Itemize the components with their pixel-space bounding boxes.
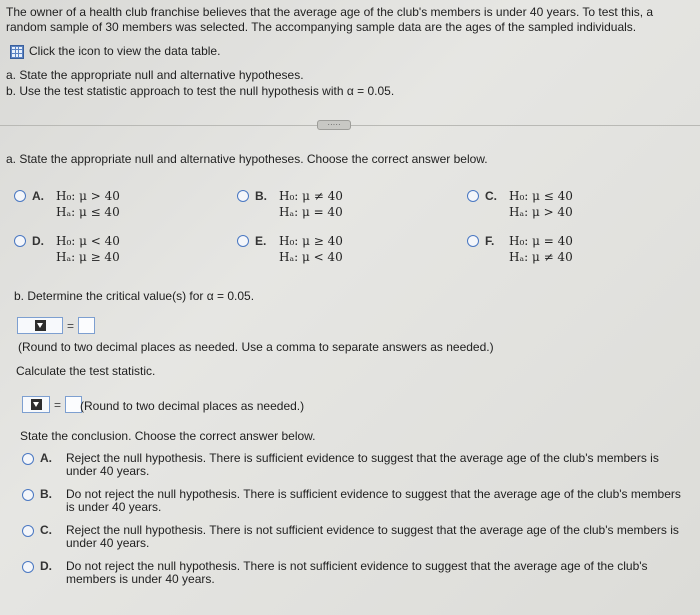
round-instruction-2: (Round to two decimal places as needed.) — [80, 399, 305, 413]
test-statistic-answer-row — [22, 396, 82, 413]
option-d[interactable] — [14, 234, 120, 265]
option-f-letter: F. — [485, 234, 495, 248]
conclusion-c-letter: C. — [40, 523, 52, 537]
conclusion-question: State the conclusion. Choose the correct answer below. — [20, 429, 316, 443]
option-b-alt: Hₐ: μ = 40 — [279, 205, 343, 219]
conclusion-a-text: Reject the null hypothesis. There is sufficient evidence to suggest that the average age of the club's members is under 40 years. — [66, 451, 659, 478]
option-e-alt: Hₐ: μ < 40 — [279, 250, 343, 264]
option-f-null: H₀: μ = 40 — [509, 234, 573, 248]
option-a-letter: A. — [32, 189, 44, 203]
data-table-link[interactable] — [10, 44, 220, 59]
conclusion-c-text: Reject the null hypothesis. There is not sufficient evidence to suggest that the average age of the club's members is under 40 years. — [66, 523, 679, 550]
step-b-text: b. Use the test statistic approach to test the null hypothesis with α = 0.05. — [6, 84, 395, 98]
chevron-down-icon — [31, 399, 42, 410]
problem-line-1: The owner of a health club franchise believes that the average age of the club's members is under 40 years. To test this, a — [6, 5, 654, 19]
conclusion-option-b[interactable] — [22, 488, 682, 514]
conclusion-b-letter: B. — [40, 487, 52, 501]
option-e[interactable] — [237, 234, 343, 265]
step-a-text: a. State the appropriate null and alternative hypotheses. — [6, 68, 304, 82]
option-c-null: H₀: μ ≤ 40 — [509, 189, 573, 203]
conclusion-option-a[interactable] — [22, 452, 682, 478]
conclusion-b-text: Do not reject the null hypothesis. There is sufficient evidence to suggest that the average age of the club's members is under 40 years. — [66, 487, 681, 514]
conclusion-option-d[interactable] — [22, 560, 682, 586]
critical-value-answer-row — [17, 317, 95, 334]
part-a-question: a. State the appropriate null and alternative hypotheses. Choose the correct answer below. — [6, 152, 488, 166]
test-statistic-dropdown[interactable] — [22, 396, 50, 413]
option-d-null: H₀: μ < 40 — [56, 234, 120, 248]
conclusion-a-radio[interactable] — [22, 453, 34, 465]
option-f-radio[interactable] — [467, 235, 479, 247]
option-a-radio[interactable] — [14, 190, 26, 202]
option-d-radio[interactable] — [14, 235, 26, 247]
option-b-letter: B. — [255, 189, 267, 203]
test-statistic-question: Calculate the test statistic. — [16, 364, 156, 378]
option-e-letter: E. — [255, 234, 267, 248]
option-a[interactable] — [14, 189, 120, 220]
option-d-alt: Hₐ: μ ≥ 40 — [56, 250, 120, 264]
conclusion-option-c[interactable] — [22, 524, 682, 550]
option-e-radio[interactable] — [237, 235, 249, 247]
round-instruction-1: (Round to two decimal places as needed. Use a comma to separate answers as needed.) — [18, 340, 494, 354]
option-b[interactable] — [237, 189, 343, 220]
problem-line-2: random sample of 30 members was selected. The accompanying sample data are the ages of the sampled individuals. — [6, 20, 637, 34]
option-f-alt: Hₐ: μ ≠ 40 — [509, 250, 573, 264]
conclusion-b-radio[interactable] — [22, 489, 34, 501]
conclusion-d-radio[interactable] — [22, 561, 34, 573]
equals-sign: = — [67, 318, 75, 333]
critical-value-question: b. Determine the critical value(s) for α = 0.05. — [14, 289, 255, 303]
option-c-letter: C. — [485, 189, 497, 203]
option-a-alt: Hₐ: μ ≤ 40 — [56, 205, 120, 219]
option-e-null: H₀: μ ≥ 40 — [279, 234, 343, 248]
option-b-radio[interactable] — [237, 190, 249, 202]
conclusion-a-letter: A. — [40, 451, 52, 465]
option-b-null: H₀: μ ≠ 40 — [279, 189, 343, 203]
option-c-alt: Hₐ: μ > 40 — [509, 205, 573, 219]
option-c[interactable] — [467, 189, 573, 220]
option-d-letter: D. — [32, 234, 44, 248]
data-table-link-label: Click the icon to view the data table. — [29, 44, 221, 58]
expand-button[interactable]: ····· — [317, 120, 351, 130]
critical-value-dropdown[interactable] — [17, 317, 63, 334]
chevron-down-icon — [35, 320, 46, 331]
conclusion-c-radio[interactable] — [22, 525, 34, 537]
equals-sign: = — [54, 397, 62, 412]
conclusion-d-letter: D. — [40, 559, 52, 573]
critical-value-input[interactable] — [78, 317, 95, 334]
option-c-radio[interactable] — [467, 190, 479, 202]
option-a-null: H₀: μ > 40 — [56, 189, 120, 203]
conclusion-d-text: Do not reject the null hypothesis. There is not sufficient evidence to suggest that the average age of the club's members is under 40 years. — [66, 559, 648, 586]
data-table-icon[interactable] — [10, 45, 24, 59]
option-f[interactable] — [467, 234, 573, 265]
